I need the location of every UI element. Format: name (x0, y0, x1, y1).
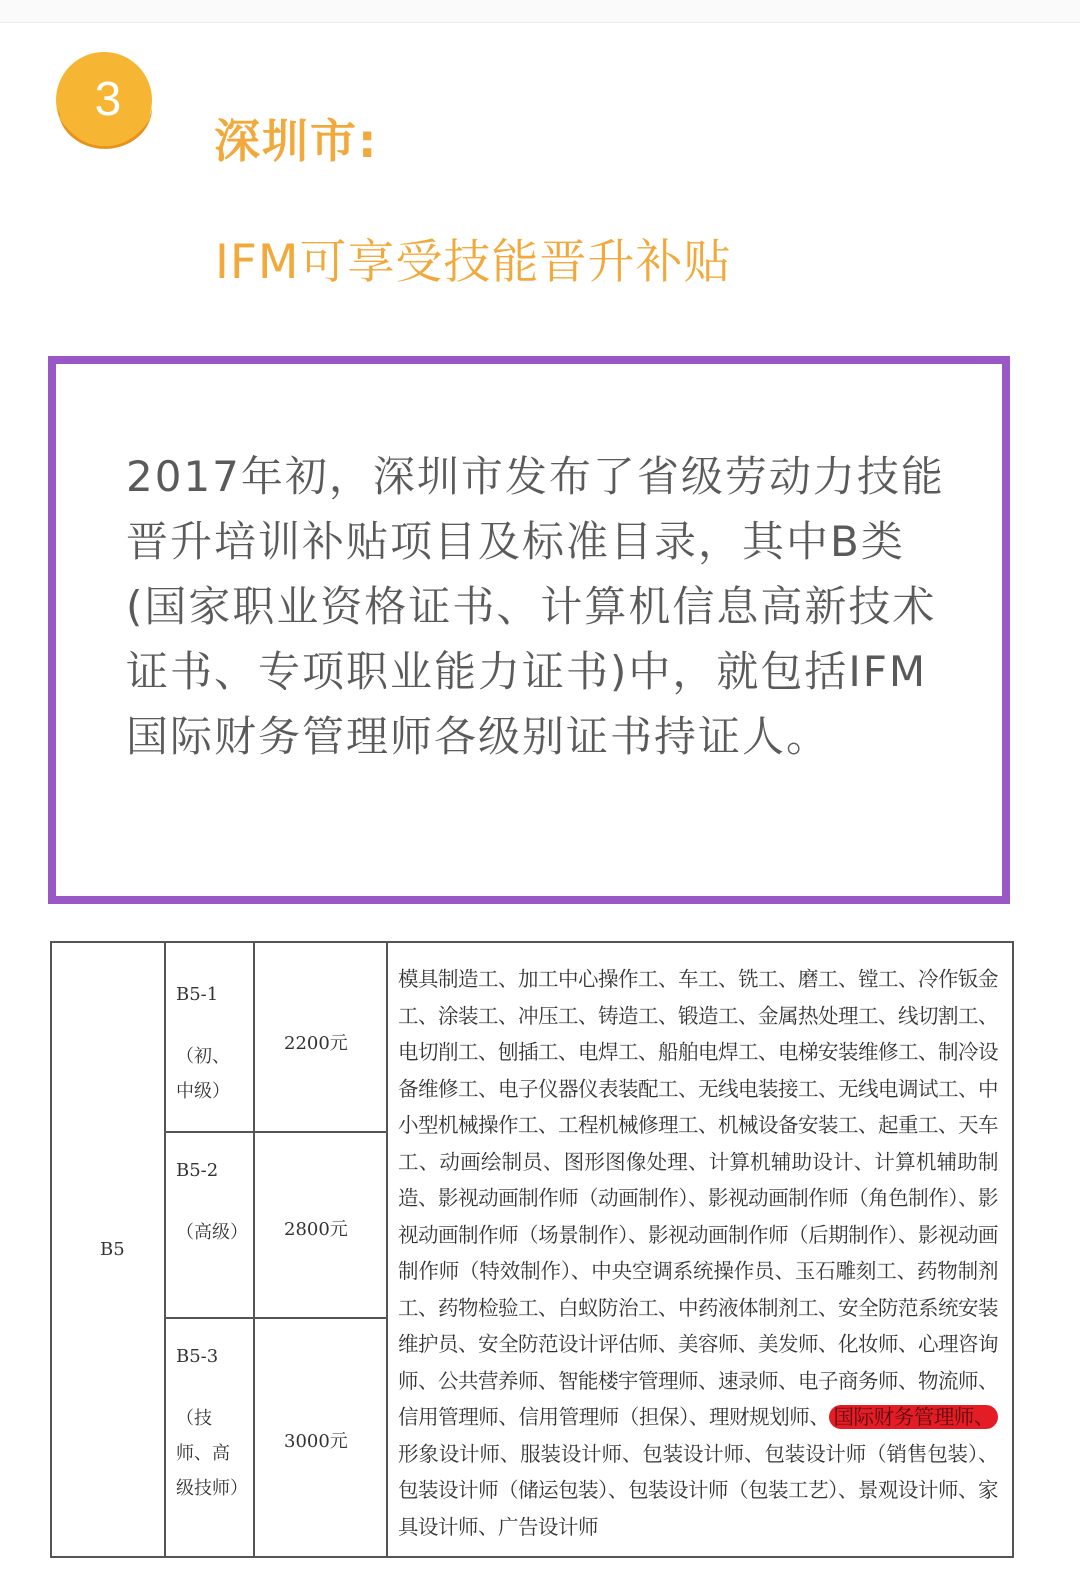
level-desc: （初、中级） (176, 1046, 230, 1102)
amount-cell: 2800元 (284, 1219, 348, 1240)
level-cell (176, 1339, 246, 1506)
level-cell (176, 1153, 246, 1250)
level-code: B5-2 (176, 1160, 219, 1181)
level-code: B5-3 (176, 1346, 219, 1367)
level-code: B5-1 (176, 984, 219, 1005)
category-cell: B5 (100, 1239, 125, 1260)
amount-cell: 2200元 (284, 1033, 348, 1054)
level-desc: （技师、高级技师） (176, 1408, 248, 1499)
occupation-list (398, 961, 998, 1545)
table-divider (164, 1317, 386, 1319)
info-paragraph: 2017年初，深圳市发布了省级劳动力技能晋升培训补贴项目及标准目录，其中B类(国家职业资格证书、计算机信息高新技术证书、专项职业能力证书)中，就包括IFM国际财务管理师各级别证书持证人。 (126, 452, 945, 761)
info-box (48, 356, 1010, 904)
subsidy-subtitle: IFM可享受技能晋升补贴 (215, 235, 732, 290)
amount-cell: 3000元 (284, 1431, 348, 1452)
level-desc: （高级） (176, 1222, 248, 1243)
table-divider (253, 943, 255, 1556)
level-cell (176, 977, 246, 1109)
table-divider (386, 943, 388, 1556)
subsidy-table (50, 941, 1014, 1558)
occupation-text: 模具制造工、加工中心操作工、车工、铣工、磨工、镗工、冷作钣金工、涂装工、冲压工、铸造工、锻造工、金属热处理工、线切割工、电切削工、刨插工、电焊工、船舶电焊工、电梯安装维修工、制冷设备维修工、电子仪器仪表装配工、无线电装接工、无线电调试工、中小型机械操作工、工程机械修理工、机械设备安装工、起重工、天车工、动画绘制员、图形图像处理、计算机辅助设计、计算机辅助制造、影视动画制作师（动画制作）、影视动画制作师（角色制作）、影视动画制作师（场景制作）、影视动画制作师（后期制作）、影视动画制作师（特效制作）、中央空调系统操作员、玉石雕刻工、药物制剂工、药物检验工、白蚁防治工、中药液体制剂工、安全防范系统安装维护员、安全防范设计评估师、美容师、美发师、化妆师、心理咨询师、公共营养师、智能楼宇管理师、速录师、电子商务师、物流师、信用管理师、信用管理师（担保）、理财规划师、 (398, 967, 998, 1429)
occupation-text: 形象设计师、服装设计师、包装设计师、包装设计师（销售包装）、包装设计师（储运包装）、包装设计师（包装工艺）、景观设计师、家具设计师、广告设计师 (398, 1441, 998, 1539)
step-number: 3 (94, 73, 122, 126)
table-divider (164, 943, 166, 1556)
top-divider (0, 0, 1080, 23)
table-divider (164, 1131, 386, 1133)
city-heading: 深圳市: (214, 114, 379, 168)
step-number-badge (50, 50, 158, 158)
highlighted-occupation: 国际财务管理师、 (829, 1405, 998, 1429)
